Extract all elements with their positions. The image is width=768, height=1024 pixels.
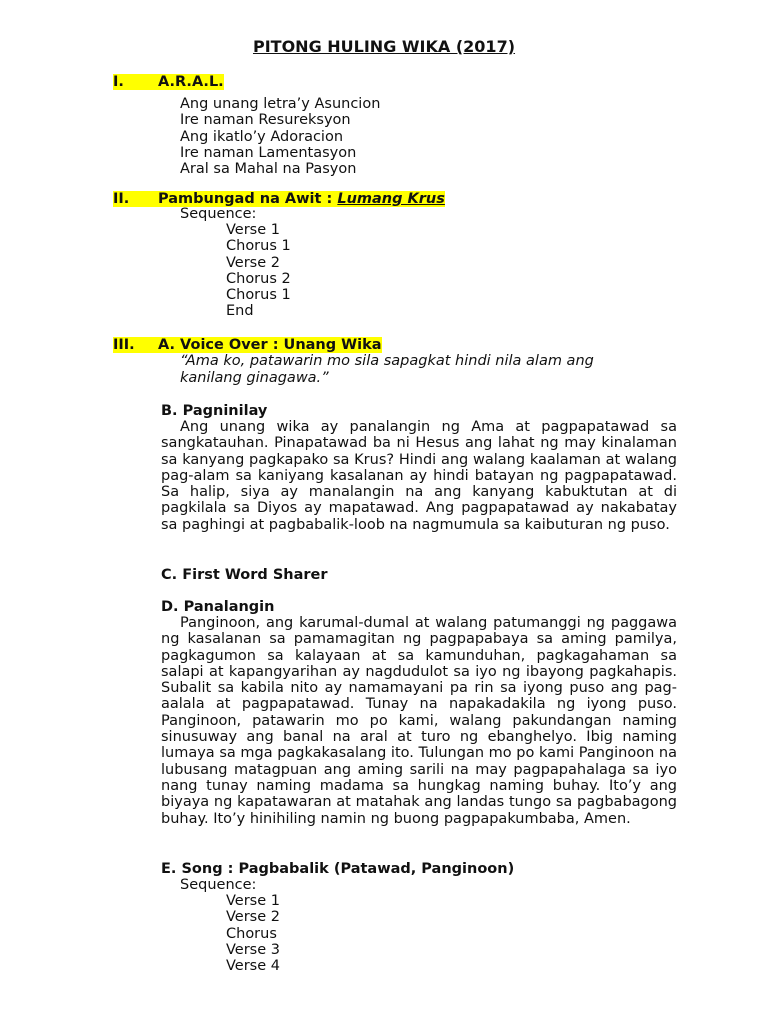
sequence-item: Verse 3 — [226, 941, 280, 958]
section-2-number: II. — [113, 191, 130, 207]
voice-over-quote — [180, 353, 650, 387]
sequence-item: Verse 2 — [226, 909, 280, 926]
sequence-list — [226, 222, 291, 320]
section-3-heading — [113, 336, 382, 354]
sequence-item: End — [226, 303, 254, 320]
section-3-label: A. Voice Over : Unang Wika — [158, 337, 382, 353]
sequence-item: Verse 2 — [226, 254, 280, 271]
sequence-item: Chorus 1 — [226, 238, 291, 255]
pagninilay-heading: B. Pagninilay — [161, 403, 268, 419]
song-sequence-label — [180, 877, 256, 893]
aral-line: Ang unang letra’y Asuncion — [180, 96, 381, 112]
sequence-item: Chorus — [226, 925, 277, 942]
quote-line: “Ama ko, patawarin mo sila sapagkat hindi nila alam ang — [180, 353, 594, 369]
song-sequence-list — [226, 893, 280, 974]
quote-line: kanilang ginagawa.” — [180, 370, 329, 386]
section-2-song: Lumang Krus — [337, 191, 445, 207]
sequence-label — [180, 206, 256, 222]
aral-line: Ire naman Lamentasyon — [180, 144, 357, 161]
sequence-item: Verse 1 — [226, 893, 280, 909]
first-word-sharer-heading: C. First Word Sharer — [161, 567, 328, 583]
section-3-number: III. — [113, 337, 135, 353]
section-1-heading — [113, 73, 224, 91]
sequence-item: Verse 1 — [226, 222, 280, 238]
sequence-item: Chorus 2 — [226, 270, 291, 287]
document-title: PITONG HULING WIKA (2017) — [252, 37, 516, 56]
section-1-label: A.R.A.L. — [158, 74, 224, 90]
aral-lines — [180, 96, 380, 177]
sequence-item: Chorus 1 — [226, 287, 291, 304]
panalangin-heading: D. Panalangin — [161, 599, 275, 615]
section-1-number: I. — [113, 74, 124, 90]
section-2-label: Pambungad na Awit : — [158, 191, 338, 207]
song-sequence-label-text: Sequence: — [180, 877, 257, 893]
panalangin-text: Panginoon, ang karumal-dumal at walang patumanggi ng paggawa ng kasalanan sa pamamagitan ng pagpapabaya sa aming pamilya, pagkagumon sa kalayaan at sa kamunduhan, pagkagahaman sa salapi at kapangyarihan ay nagdudulot sa iyo ng ibayong pagkahapis. Subalit sa kabila nito ay namamayani pa rin sa iyong puso ang pag-aalala at pagpapatawad. Tunay na napakadakila ng iyong puso. Panginoon, patawarin mo po kami, walang pakundangan naming sinusuway ang banal na aral at turo ng ebanghelyo. Ibig naming lumaya sa mga pagkakasalang ito. Tulungan mo po kami Panginoon na lubusang matagpuan ang aming sarili na may pagpapahalaga sa iyo nang tunay naming madama sa hungkag naming buhay. Ito’y ang biyaya ng kapatawaran at matahak ang landas tungo sa pagbabagong buhay. Ito’y hinihiling namin ng buong pagpapakumbaba, Amen. — [161, 615, 677, 827]
aral-line: Ang ikatlo’y Adoracion — [180, 128, 344, 145]
section-2-heading — [113, 190, 445, 208]
song-heading: E. Song : Pagbabalik (Patawad, Panginoon) — [161, 861, 515, 877]
sequence-label-text: Sequence: — [180, 206, 257, 222]
aral-line: Ire naman Resureksyon — [180, 112, 351, 129]
aral-line: Aral sa Mahal na Pasyon — [180, 161, 357, 178]
sequence-item: Verse 4 — [226, 958, 280, 975]
pagninilay-text: Ang unang wika ay panalangin ng Ama at pagpapatawad sa sangkatauhan. Pinapatawad ba ni Hesus ang lahat ng may kinalaman sa kanyang pagkapako sa Krus? Hindi ang walang kaalaman at walang pag-alam sa kaniyang kasalanan ay hindi batayan ng pagpapatawad. Sa halip, siya ay manalangin na ang kanyang kabuktutan at di pagkilala sa Diyos ay mapatawad. Ang pagpapatawad ay nakabatay sa paghingi at pagbabalik-loob na nagmumula sa kaibuturan ng puso. — [161, 419, 677, 533]
